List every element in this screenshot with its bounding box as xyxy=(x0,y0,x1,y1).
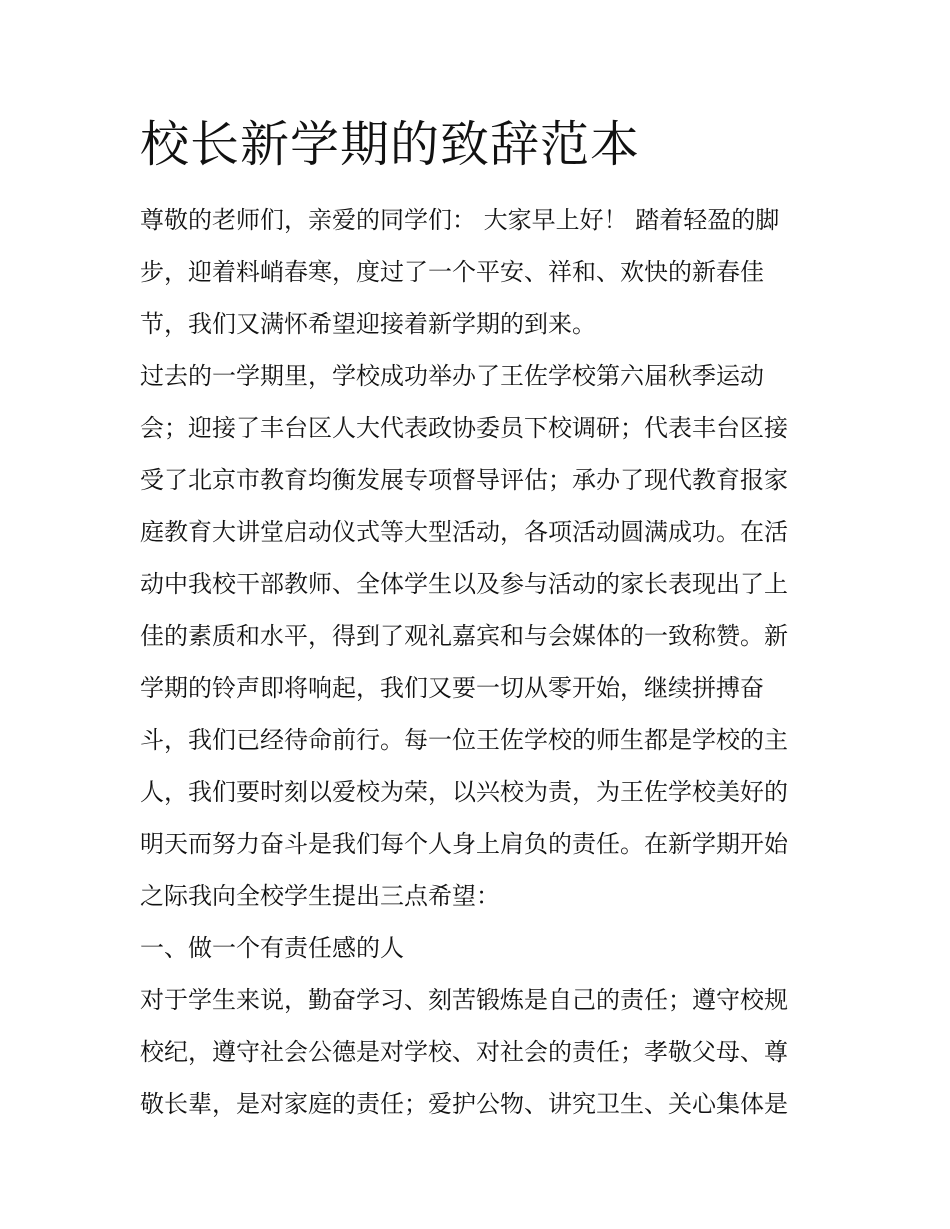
paragraph-line-4: 过去的一学期里，学校成功举办了王佐学校第六届秋季运动 xyxy=(140,362,764,390)
paragraph-line-3: 节，我们又满怀希望迎接着新学期的到来。 xyxy=(140,310,596,338)
paragraph-line-17: 校纪，遵守社会公德是对学校、对社会的责任；孝敬父母、尊 xyxy=(140,1038,788,1066)
paragraph-line-5: 会；迎接了丰台区人大代表政协委员下校调研；代表丰台区接 xyxy=(140,414,788,442)
paragraph-line-2: 步，迎着料峭春寒，度过了一个平安、祥和、欢快的新春佳 xyxy=(140,258,764,286)
paragraph-line-8: 动中我校干部教师、全体学生以及参与活动的家长表现出了上 xyxy=(140,570,788,598)
document-title: 校长新学期的致辞范本 xyxy=(140,116,641,173)
paragraph-line-1: 尊敬的老师们，亲爱的同学们： 大家早上好！ 踏着轻盈的脚 xyxy=(140,206,780,234)
paragraph-line-18: 敬长辈，是对家庭的责任；爱护公物、讲究卫生、关心集体是 xyxy=(140,1090,788,1118)
paragraph-line-16: 对于学生来说，勤奋学习、刻苦锻炼是自己的责任；遵守校规 xyxy=(140,986,788,1014)
paragraph-line-9: 佳的素质和水平，得到了观礼嘉宾和与会媒体的一致称赞。新 xyxy=(140,622,788,650)
paragraph-line-12: 人，我们要时刻以爱校为荣，以兴校为责，为王佐学校美好的 xyxy=(140,778,788,806)
paragraph-line-11: 斗，我们已经待命前行。每一位王佐学校的师生都是学校的主 xyxy=(140,726,788,754)
section-heading-1: 一、做一个有责任感的人 xyxy=(140,934,404,962)
paragraph-line-7: 庭教育大讲堂启动仪式等大型活动，各项活动圆满成功。在活 xyxy=(140,518,788,546)
paragraph-line-14: 之际我向全校学生提出三点希望： xyxy=(140,882,500,910)
paragraph-line-13: 明天而努力奋斗是我们每个人身上肩负的责任。在新学期开始 xyxy=(140,830,788,858)
paragraph-line-6: 受了北京市教育均衡发展专项督导评估；承办了现代教育报家 xyxy=(140,466,788,494)
paragraph-line-10: 学期的铃声即将响起，我们又要一切从零开始，继续拼搏奋 xyxy=(140,674,764,702)
